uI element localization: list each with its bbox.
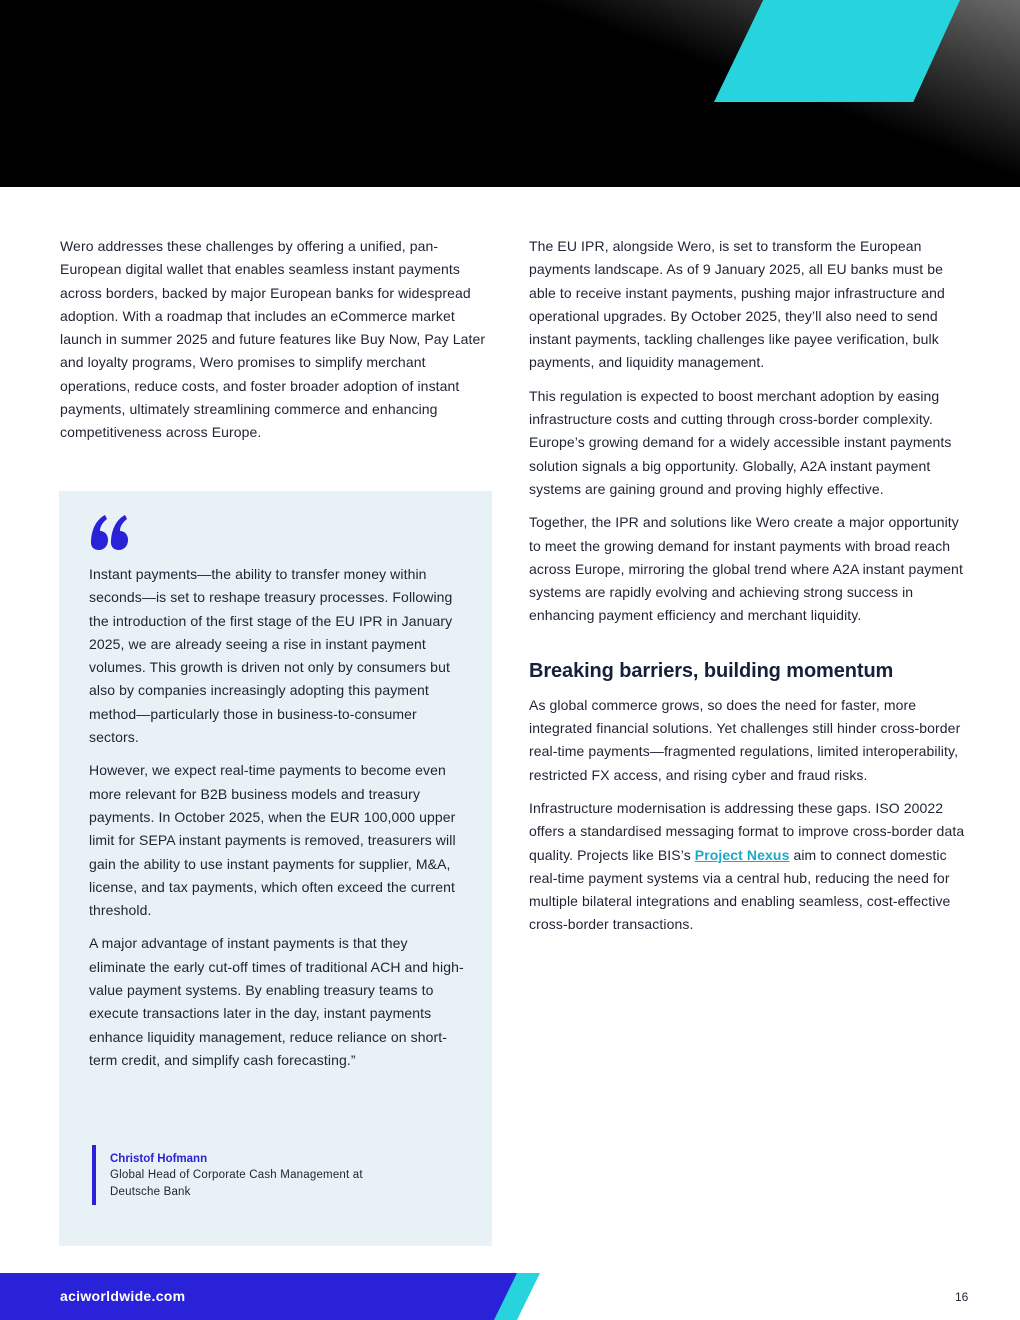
author-title-line-1: Global Head of Corporate Cash Management at xyxy=(110,1169,363,1181)
left-column xyxy=(60,235,488,455)
quote-paragraph: However, we expect real-time payments to become even more relevant for B2B business models and treasury payments. In October 2025, when the EUR 100,000 upper limit for SEPA instant payments is removed, treasurers will gain the ability to use instant payments for supplier, M&A, license, and tax payments, which often exceed the current threshold. xyxy=(89,762,456,919)
paragraph-text-before-link: Infrastructure modernisation is addressing these gaps. ISO 20022 offers a standardised messaging format to improve cross-border data quality. Projects like BIS’s xyxy=(529,799,965,863)
quote-callout xyxy=(59,491,492,1246)
quote-attribution xyxy=(92,1145,430,1205)
quote-paragraph: Instant payments—the ability to transfer money within seconds—is set to reshape treasury processes. Following the introduction of the first stage of the EU IPR in January 2025, we are already seeing a rise in instant payment volumes. This growth is driven not only by consumers but also by companies increasingly adopting this payment method—particularly those in business-to-consumer sectors. xyxy=(89,566,453,746)
author-title-line-2: Deutsche Bank xyxy=(110,1186,191,1198)
project-nexus-link[interactable]: Project Nexus xyxy=(694,846,790,863)
page-number: 16 xyxy=(955,1290,969,1304)
body-paragraph: This regulation is expected to boost merchant adoption by easing infrastructure costs and cutting through cross-border complexity. Europe’s growing demand for a widely accessible instant payments solution signals a big opportunity. Globally, A2A instant payment systems are gaining ground and proving highly effective. xyxy=(529,387,952,497)
author-title xyxy=(110,1167,430,1201)
footer-website-link[interactable]: aciworldwide.com xyxy=(60,1288,186,1304)
intro-paragraph: Wero addresses these challenges by offering a unified, pan-European digital wallet that enables seamless instant payments across borders, backed by major European banks for widespread adoption. With a roadmap that includes an eCommerce market launch in summer 2025 and future features like Buy Now, Pay Later and loyalty programs, Wero promises to simplify merchant operations, reduce costs, and foster broader adoption of instant payments, ultimately streamlining commerce and enhancing competitiveness across Europe. xyxy=(60,238,486,441)
body-paragraph: Together, the IPR and solutions like Wero create a major opportunity to meet the growing demand for instant payments with broad reach across Europe, mirroring the global trend where A2A instant payment systems are rapidly evolving and achieving strong success in enhancing payment efficiency and merchant liquidity. xyxy=(529,514,963,624)
quote-paragraph: A major advantage of instant payments is that they eliminate the early cut-off times of traditional ACH and high-value payment systems. By enabling treasury teams to execute transactions later in the day, instant payments enhance liquidity management, reduce reliance on short-term credit, and simplify cash forecasting.” xyxy=(89,935,464,1068)
header-banner xyxy=(0,0,1020,187)
author-name: Christof Hofmann xyxy=(110,1153,208,1165)
right-column xyxy=(529,235,965,947)
header-accent-shape xyxy=(714,0,960,102)
section-paragraph: As global commerce grows, so does the need for faster, more integrated financial solutions. Yet challenges still hinder cross-border real-time payments—fragmented regulations, limited interoperability, restricted FX access, and rising cyber and fraud risks. xyxy=(529,696,961,783)
quote-mark-icon xyxy=(89,513,129,555)
paragraph-text-after-link: aim to connect domestic real-time payment systems via a central hub, reducing the need for multiple bilateral integrations and enabling seamless, cost-effective cross-border transactions. xyxy=(529,846,951,933)
section-heading: Breaking barriers, building momentum xyxy=(529,659,894,682)
body-paragraph: The EU IPR, alongside Wero, is set to transform the European payments landscape. As of 9 January 2025, all EU banks must be able to receive instant payments, pushing major infrastructure and operational upgrades. By October 2025, they’ll also need to send instant payments, tackling challenges like payee verification, bulk payments, and liquidity management. xyxy=(529,238,945,371)
quote-text xyxy=(89,563,464,1082)
section-paragraph-with-link xyxy=(529,797,965,937)
